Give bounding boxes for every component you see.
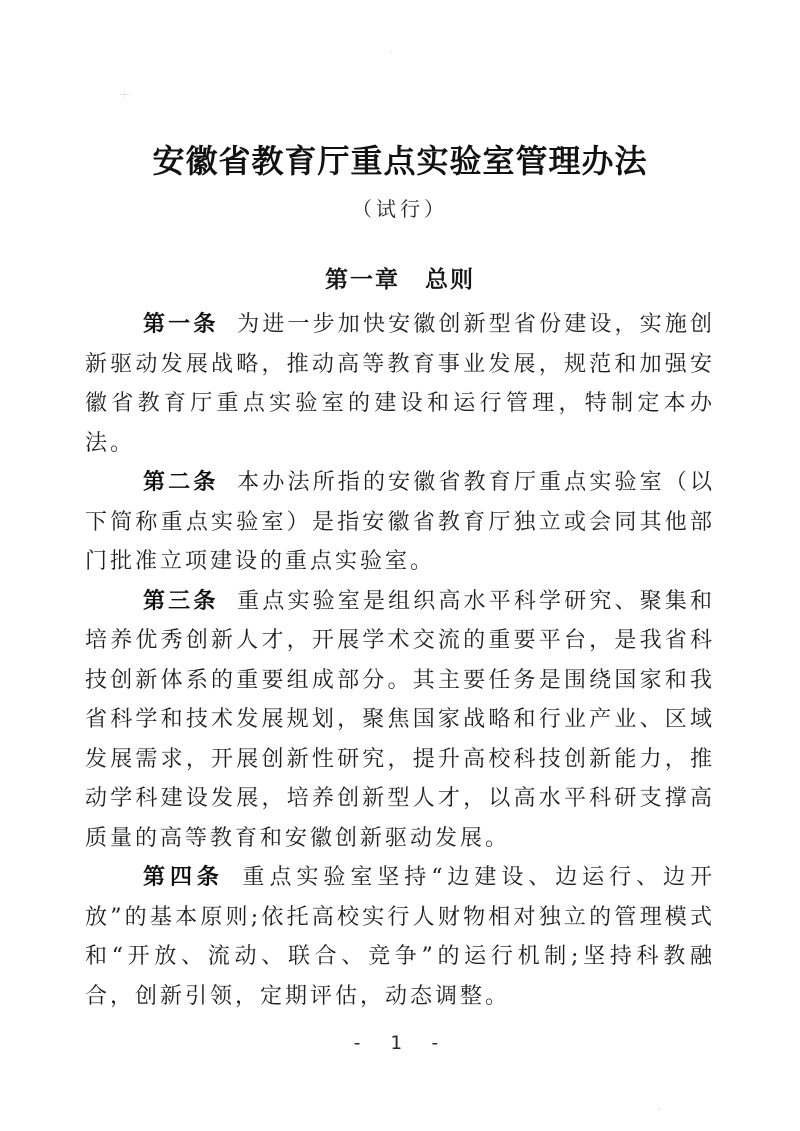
article-2 bbox=[85, 463, 715, 582]
article-1-text: 为进一步加快安徽创新型省份建设，实施创新驱动发展战略，推动高等教育事业发展，规范和加强安徽省教育厅重点实验室的建设和运行管理，特制定本办法。 bbox=[85, 312, 715, 456]
scan-artifact bbox=[657, 1107, 661, 1111]
document-body bbox=[85, 305, 715, 1016]
article-1 bbox=[85, 305, 715, 463]
scan-artifact bbox=[124, 90, 125, 99]
article-3 bbox=[85, 582, 715, 859]
chapter-heading: 第一章 总则 bbox=[325, 266, 475, 293]
article-2-text: 本办法所指的安徽省教育厅重点实验室（以下简称重点实验室）是指安徽省教育厅独立或会同其他部门批准立项建设的重点实验室。 bbox=[85, 470, 715, 574]
scan-artifact bbox=[389, 51, 392, 54]
article-4 bbox=[85, 858, 715, 1016]
page-number: - 1 - bbox=[351, 1032, 449, 1054]
article-2-label: 第二条 bbox=[143, 469, 219, 495]
document-subtitle: （试行） bbox=[352, 197, 448, 221]
article-1-label: 第一条 bbox=[143, 311, 219, 337]
article-4-text: 重点实验室坚持“边建设、边运行、边开放”的基本原则;依托高校实行人财物相对独立的管理模式和“开放、流动、联合、竞争”的运行机制;坚持科教融合，创新引领，定期评估，动态调整。 bbox=[85, 865, 715, 1009]
document-title: 安徽省教育厅重点实验室管理办法 bbox=[152, 142, 648, 180]
article-3-text: 重点实验室是组织高水平科学研究、聚集和培养优秀创新人才，开展学术交流的重要平台，是我省科技创新体系的重要组成部分。其主要任务是围绕国家和我省科学和技术发展规划，聚焦国家战略和行业产业、区域发展需求，开展创新性研究，提升高校科技创新能力，推动学科建设发展，培养创新型人才，以高水平科研支撑高质量的高等教育和安徽创新驱动发展。 bbox=[85, 588, 715, 851]
article-4-label: 第四条 bbox=[143, 864, 224, 890]
article-3-label: 第三条 bbox=[143, 587, 219, 614]
